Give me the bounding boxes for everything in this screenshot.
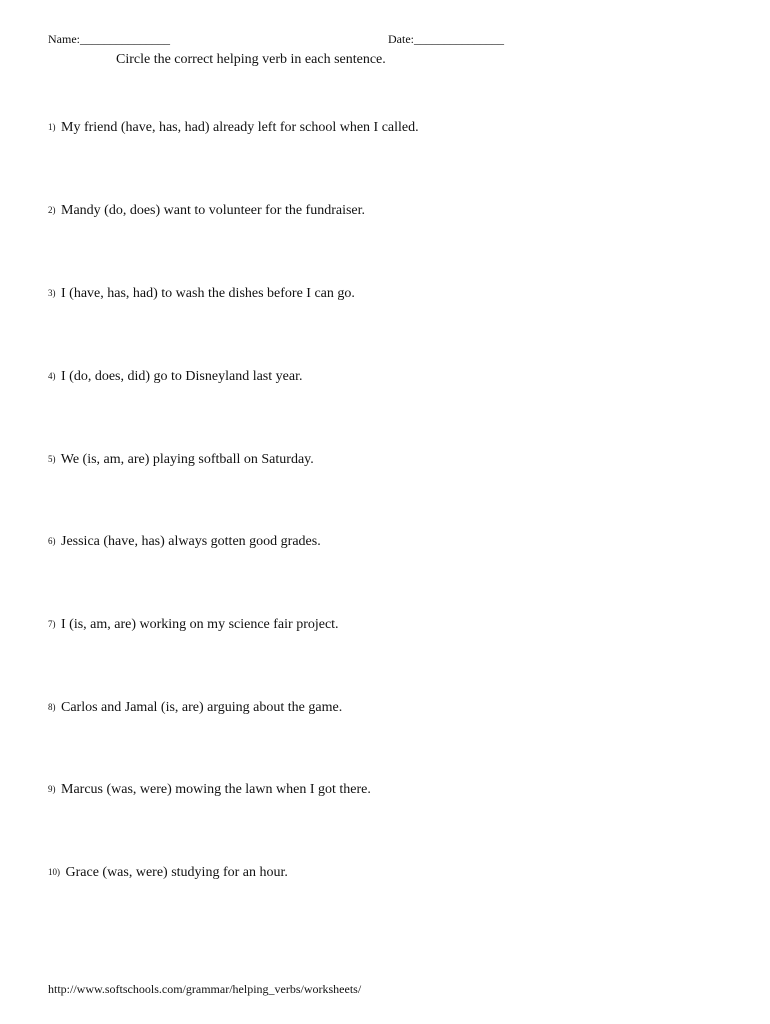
question-item	[48, 782, 371, 798]
question-number: 7)	[48, 619, 56, 629]
question-number: 6)	[48, 536, 56, 546]
question-text: We (is, am, are) playing softball on Saturday.	[60, 452, 314, 467]
question-text: I (do, does, did) go to Disneyland last year.	[61, 369, 303, 384]
question-item	[48, 534, 321, 550]
question-number: 5)	[48, 454, 56, 464]
question-text: Jessica (have, has) always gotten good grades.	[61, 534, 321, 549]
question-item	[48, 617, 339, 633]
question-text: My friend (have, has, had) already left for school when I called.	[61, 120, 419, 135]
source-url: http://www.softschools.com/grammar/helping_verbs/worksheets/	[48, 982, 362, 996]
question-number: 4)	[48, 371, 56, 381]
instructions-heading: Circle the correct helping verb in each sentence.	[116, 52, 386, 67]
question-item	[48, 700, 342, 716]
date-field-label: Date:_______________	[388, 32, 504, 46]
question-number: 9)	[48, 784, 56, 794]
question-number: 8)	[48, 702, 56, 712]
question-item	[48, 120, 419, 136]
question-number: 3)	[48, 288, 56, 298]
question-number: 10)	[48, 867, 60, 877]
question-item	[48, 369, 302, 385]
name-field-label: Name:_______________	[48, 32, 170, 46]
question-item	[48, 865, 288, 881]
question-text: I (have, has, had) to wash the dishes before I can go.	[61, 286, 355, 301]
question-text: Mandy (do, does) want to volunteer for the fundraiser.	[61, 203, 366, 218]
question-text: Marcus (was, were) mowing the lawn when I got there.	[61, 782, 371, 797]
question-item	[48, 286, 355, 302]
question-item	[48, 452, 314, 468]
question-text: I (is, am, are) working on my science fair project.	[61, 617, 339, 632]
question-number: 2)	[48, 205, 56, 215]
question-text: Carlos and Jamal (is, are) arguing about the game.	[61, 700, 343, 715]
question-text: Grace (was, were) studying for an hour.	[65, 865, 288, 880]
question-number: 1)	[48, 122, 56, 132]
question-item	[48, 203, 365, 219]
